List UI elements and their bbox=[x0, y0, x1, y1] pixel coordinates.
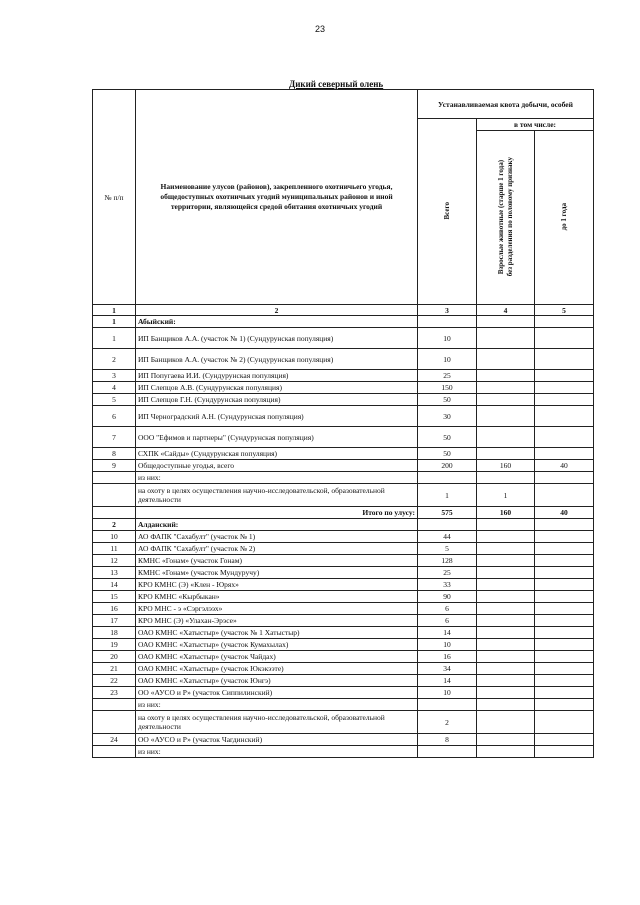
row-total: 90 bbox=[418, 591, 477, 603]
row-total: 575 bbox=[418, 507, 477, 519]
header-including: в том числе: bbox=[477, 119, 594, 131]
table-title: Дикий северный олень bbox=[289, 79, 384, 89]
row-name: ОАО КМНС «Хатыстыр» (участок № 1 Хатыстыр) bbox=[136, 627, 418, 639]
row-number: 17 bbox=[93, 615, 136, 627]
colnum-3: 3 bbox=[418, 305, 477, 316]
row-young bbox=[535, 627, 594, 639]
row-adults: 160 bbox=[477, 507, 535, 519]
row-young bbox=[535, 394, 594, 406]
row-total bbox=[418, 472, 477, 484]
row-name: ОО «АУСО и Р» (участок Сиппилинский) bbox=[136, 687, 418, 699]
table-row bbox=[93, 567, 594, 579]
row-young bbox=[535, 603, 594, 615]
row-total: 6 bbox=[418, 615, 477, 627]
row-number: 10 bbox=[93, 531, 136, 543]
row-adults bbox=[477, 639, 535, 651]
row-name: из них: bbox=[136, 699, 418, 711]
row-number: 20 bbox=[93, 651, 136, 663]
table-row bbox=[93, 460, 594, 472]
row-total: 8 bbox=[418, 734, 477, 746]
row-number: 23 bbox=[93, 687, 136, 699]
row-name: ООО "Ефимов и партнеры" (Сундурунская популяция) bbox=[136, 427, 418, 448]
row-adults bbox=[477, 543, 535, 555]
header-num: № п/п bbox=[93, 90, 136, 305]
row-name: СХПК «Сайды» (Сундурунская популяция) bbox=[136, 448, 418, 460]
column-numbers-row bbox=[93, 305, 594, 316]
row-total bbox=[418, 316, 477, 328]
row-number: 24 bbox=[93, 734, 136, 746]
row-number: 7 bbox=[93, 427, 136, 448]
row-young bbox=[535, 651, 594, 663]
row-young bbox=[535, 406, 594, 427]
row-number bbox=[93, 746, 136, 758]
row-name: АО ФАПК "Сахабулт" (участок № 1) bbox=[136, 531, 418, 543]
row-name: АО ФАПК "Сахабулт" (участок № 2) bbox=[136, 543, 418, 555]
table-row bbox=[93, 651, 594, 663]
row-young bbox=[535, 349, 594, 370]
row-young bbox=[535, 675, 594, 687]
table-row bbox=[93, 472, 594, 484]
row-number: 1 bbox=[93, 316, 136, 328]
row-young bbox=[535, 734, 594, 746]
row-name: ИП Слепцов А.В. (Сундурунская популяция) bbox=[136, 382, 418, 394]
row-total: 34 bbox=[418, 663, 477, 675]
table-row bbox=[93, 687, 594, 699]
row-total: 16 bbox=[418, 651, 477, 663]
row-name: ИП Попугаева И.И. (Сундурунская популяция) bbox=[136, 370, 418, 382]
table-row bbox=[93, 663, 594, 675]
row-total: 14 bbox=[418, 675, 477, 687]
row-adults bbox=[477, 711, 535, 734]
header-total: Всего bbox=[442, 201, 451, 220]
row-adults: 160 bbox=[477, 460, 535, 472]
table-row bbox=[93, 734, 594, 746]
table-row bbox=[93, 675, 594, 687]
row-adults bbox=[477, 349, 535, 370]
row-young bbox=[535, 328, 594, 349]
row-adults bbox=[477, 567, 535, 579]
row-total: 14 bbox=[418, 627, 477, 639]
table-header bbox=[93, 90, 594, 316]
table-row bbox=[93, 615, 594, 627]
table-row bbox=[93, 579, 594, 591]
header-young-cell bbox=[535, 131, 594, 305]
row-name: Итого по улусу: bbox=[136, 507, 418, 519]
row-total: 5 bbox=[418, 543, 477, 555]
table-row bbox=[93, 591, 594, 603]
table-row bbox=[93, 543, 594, 555]
row-young bbox=[535, 687, 594, 699]
row-adults bbox=[477, 663, 535, 675]
table-row bbox=[93, 328, 594, 349]
table-row bbox=[93, 746, 594, 758]
row-adults: 1 bbox=[477, 484, 535, 507]
row-name: на охоту в целях осуществления научно-исследовательской, образовательной деятельности bbox=[136, 711, 418, 734]
row-adults bbox=[477, 382, 535, 394]
row-adults bbox=[477, 555, 535, 567]
row-young bbox=[535, 555, 594, 567]
colnum-5: 5 bbox=[535, 305, 594, 316]
row-number bbox=[93, 699, 136, 711]
row-number bbox=[93, 484, 136, 507]
row-young bbox=[535, 699, 594, 711]
table-row bbox=[93, 555, 594, 567]
row-name: ОАО КМНС «Хатыстыр» (участок Кумахылах) bbox=[136, 639, 418, 651]
row-number: 18 bbox=[93, 627, 136, 639]
row-name: из них: bbox=[136, 746, 418, 758]
row-name: ИП Слепцов Г.Н. (Сундурунская популяция) bbox=[136, 394, 418, 406]
row-adults bbox=[477, 406, 535, 427]
row-young: 40 bbox=[535, 460, 594, 472]
row-name: ОАО КМНС «Хатыстыр» (участок Юнгэ) bbox=[136, 675, 418, 687]
row-total bbox=[418, 519, 477, 531]
table-row bbox=[93, 394, 594, 406]
row-total: 2 bbox=[418, 711, 477, 734]
row-total: 50 bbox=[418, 448, 477, 460]
table-row bbox=[93, 406, 594, 427]
row-young bbox=[535, 567, 594, 579]
row-name: КМНС «Гонам» (участок Мундуручу) bbox=[136, 567, 418, 579]
row-number: 22 bbox=[93, 675, 136, 687]
row-total: 150 bbox=[418, 382, 477, 394]
row-adults bbox=[477, 370, 535, 382]
row-number: 15 bbox=[93, 591, 136, 603]
row-young bbox=[535, 448, 594, 460]
row-young bbox=[535, 370, 594, 382]
row-number: 19 bbox=[93, 639, 136, 651]
row-young bbox=[535, 663, 594, 675]
row-adults bbox=[477, 603, 535, 615]
row-number: 2 bbox=[93, 349, 136, 370]
row-adults bbox=[477, 699, 535, 711]
row-number: 13 bbox=[93, 567, 136, 579]
row-name: Общедоступные угодья, всего bbox=[136, 460, 418, 472]
row-young bbox=[535, 591, 594, 603]
row-total: 10 bbox=[418, 639, 477, 651]
row-number: 14 bbox=[93, 579, 136, 591]
row-young bbox=[535, 484, 594, 507]
row-adults bbox=[477, 448, 535, 460]
table-row bbox=[93, 711, 594, 734]
row-young bbox=[535, 531, 594, 543]
table-row bbox=[93, 448, 594, 460]
header-name: Наименование улусов (районов), закрепленного охотничьего угодья, общедоступных охотничьих угодий муниципальных районов и иной территории, являющейся средой обитания охотничьих угодий bbox=[136, 90, 418, 305]
table-row bbox=[93, 627, 594, 639]
row-adults bbox=[477, 328, 535, 349]
header-total-cell bbox=[418, 119, 477, 305]
row-number: 2 bbox=[93, 519, 136, 531]
row-name: из них: bbox=[136, 472, 418, 484]
row-adults bbox=[477, 531, 535, 543]
row-young bbox=[535, 427, 594, 448]
row-number: 3 bbox=[93, 370, 136, 382]
row-total: 10 bbox=[418, 687, 477, 699]
row-young bbox=[535, 519, 594, 531]
row-name: ИП Черноградский А.Н. (Сундурунская популяция) bbox=[136, 406, 418, 427]
table-row bbox=[93, 349, 594, 370]
row-number: 11 bbox=[93, 543, 136, 555]
table-row bbox=[93, 699, 594, 711]
row-total: 1 bbox=[418, 484, 477, 507]
row-name: Абыйский: bbox=[136, 316, 418, 328]
header-adults-line2: без разделения по половому признаку bbox=[505, 156, 514, 277]
colnum-2: 2 bbox=[136, 305, 418, 316]
row-number: 6 bbox=[93, 406, 136, 427]
row-total: 25 bbox=[418, 567, 477, 579]
row-number: 4 bbox=[93, 382, 136, 394]
row-name: ОАО КМНС «Хатыстыр» (участок Юкэкээте) bbox=[136, 663, 418, 675]
row-adults bbox=[477, 316, 535, 328]
row-name: КРО МНС - э «Сэргэлээх» bbox=[136, 603, 418, 615]
table-row bbox=[93, 370, 594, 382]
row-young bbox=[535, 543, 594, 555]
row-adults bbox=[477, 394, 535, 406]
row-total: 128 bbox=[418, 555, 477, 567]
row-name: ИП Банщиков А.А. (участок № 2) (Сундурунская популяция) bbox=[136, 349, 418, 370]
row-total: 30 bbox=[418, 406, 477, 427]
row-total bbox=[418, 746, 477, 758]
header-adults bbox=[497, 157, 515, 276]
row-young bbox=[535, 472, 594, 484]
row-total: 25 bbox=[418, 370, 477, 382]
colnum-1: 1 bbox=[93, 305, 136, 316]
row-number bbox=[93, 472, 136, 484]
row-number bbox=[93, 507, 136, 519]
row-young bbox=[535, 579, 594, 591]
table-body bbox=[93, 316, 594, 758]
row-number: 12 bbox=[93, 555, 136, 567]
row-adults bbox=[477, 675, 535, 687]
table-row bbox=[93, 531, 594, 543]
row-adults bbox=[477, 627, 535, 639]
row-name: КРО КМНС (Э) «Клен - Юрях» bbox=[136, 579, 418, 591]
row-total: 33 bbox=[418, 579, 477, 591]
row-adults bbox=[477, 687, 535, 699]
row-adults bbox=[477, 579, 535, 591]
row-total: 50 bbox=[418, 394, 477, 406]
row-name: ИП Банщиков А.А. (участок № 1) (Сундурунская популяция) bbox=[136, 328, 418, 349]
row-young bbox=[535, 746, 594, 758]
row-adults bbox=[477, 591, 535, 603]
row-name: Алданский: bbox=[136, 519, 418, 531]
row-name: ОАО КМНС «Хатыстыр» (участок Чайдах) bbox=[136, 651, 418, 663]
row-number: 5 bbox=[93, 394, 136, 406]
table-row bbox=[93, 639, 594, 651]
row-total: 44 bbox=[418, 531, 477, 543]
page-number: 23 bbox=[314, 24, 325, 34]
row-total: 10 bbox=[418, 328, 477, 349]
row-number: 16 bbox=[93, 603, 136, 615]
row-number: 9 bbox=[93, 460, 136, 472]
row-number: 8 bbox=[93, 448, 136, 460]
table-row bbox=[93, 382, 594, 394]
header-young: до 1 года bbox=[559, 202, 568, 231]
row-total: 50 bbox=[418, 427, 477, 448]
row-total: 6 bbox=[418, 603, 477, 615]
row-adults bbox=[477, 472, 535, 484]
row-adults bbox=[477, 746, 535, 758]
row-name: на охоту в целях осуществления научно-исследовательской, образовательной деятельности bbox=[136, 484, 418, 507]
row-young: 40 bbox=[535, 507, 594, 519]
table-row bbox=[93, 484, 594, 507]
row-adults bbox=[477, 651, 535, 663]
row-name: ОО «АУСО и Р» (участок Чагдинский) bbox=[136, 734, 418, 746]
row-young bbox=[535, 382, 594, 394]
row-young bbox=[535, 639, 594, 651]
row-name: КРО КМНС «Кырбыкан» bbox=[136, 591, 418, 603]
quota-table bbox=[92, 89, 594, 758]
row-adults bbox=[477, 427, 535, 448]
header-adults-cell bbox=[477, 131, 535, 305]
row-total bbox=[418, 699, 477, 711]
row-total: 200 bbox=[418, 460, 477, 472]
table-row bbox=[93, 603, 594, 615]
row-total: 10 bbox=[418, 349, 477, 370]
row-young bbox=[535, 711, 594, 734]
row-name: КРО МНС (Э) «Улахан-Эрэсе» bbox=[136, 615, 418, 627]
row-adults bbox=[477, 615, 535, 627]
district-row bbox=[93, 519, 594, 531]
row-number: 1 bbox=[93, 328, 136, 349]
row-name: КМНС «Гонам» (участок Гонам) bbox=[136, 555, 418, 567]
table-row bbox=[93, 427, 594, 448]
row-adults bbox=[477, 734, 535, 746]
district-row bbox=[93, 316, 594, 328]
header-adults-line1: Взрослые животные (старше 1 года) bbox=[496, 159, 505, 274]
header-quota: Устанавливаемая квота добычи, особей bbox=[418, 90, 594, 119]
total-row bbox=[93, 507, 594, 519]
row-number: 21 bbox=[93, 663, 136, 675]
colnum-4: 4 bbox=[477, 305, 535, 316]
row-young bbox=[535, 615, 594, 627]
row-number bbox=[93, 711, 136, 734]
row-young bbox=[535, 316, 594, 328]
row-adults bbox=[477, 519, 535, 531]
